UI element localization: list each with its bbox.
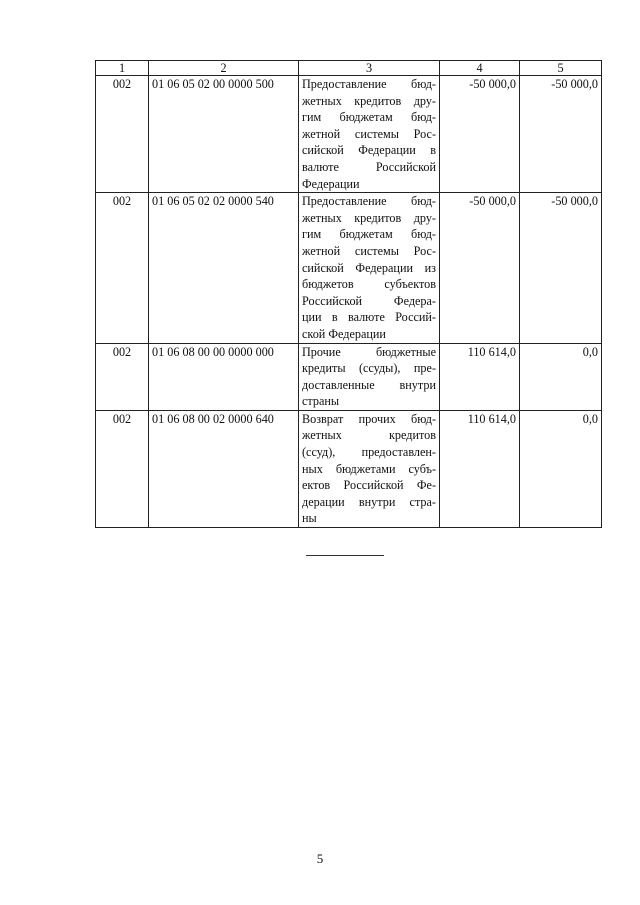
item-name-line: Возврат прочих бюд- — [302, 411, 436, 426]
item-name-cell — [299, 76, 440, 193]
amount-cell-4: 110 614,0 — [440, 410, 520, 527]
item-name-line: сийской Федерации в — [302, 143, 436, 158]
item-name-line: гим бюджетам бюд- — [302, 110, 436, 125]
amount-cell-5: -50 000,0 — [520, 76, 602, 193]
item-name-line: ской Федерации — [302, 326, 386, 341]
item-name-line: доставленные внутри — [302, 377, 436, 392]
item-name-line: жетных кредитов дру- — [302, 210, 436, 225]
item-name-line: Предоставление бюд- — [302, 77, 436, 91]
item-name-cell — [299, 410, 440, 527]
item-name-line: жетной системы Рос- — [302, 243, 436, 258]
item-name-line: Федерации — [302, 176, 360, 191]
column-header-2: 2 — [149, 61, 299, 76]
budget-sources-table — [95, 60, 602, 528]
table-row — [96, 343, 602, 410]
item-name-line: жетных кредитов — [302, 428, 436, 443]
item-name-line: ции в валюте Россий- — [302, 310, 436, 325]
item-name-line: бюджетов субъектов — [302, 277, 436, 292]
admin-code-cell: 002 — [96, 410, 149, 527]
item-name-line: ных бюджетами субъ- — [302, 461, 436, 476]
item-name-line: ектов Российской Фе- — [302, 478, 436, 493]
item-name-line: Российской Федера- — [302, 293, 436, 308]
item-name-line: Прочие бюджетные — [302, 344, 436, 359]
admin-code-cell: 002 — [96, 76, 149, 193]
column-header-3: 3 — [299, 61, 440, 76]
item-name-line: дерации внутри стра- — [302, 494, 436, 509]
amount-cell-4: -50 000,0 — [440, 193, 520, 343]
item-name-line: жетных кредитов дру- — [302, 93, 436, 108]
classification-code-cell: 01 06 08 00 02 0000 640 — [149, 410, 299, 527]
item-name-line: жетной системы Рос- — [302, 126, 436, 141]
amount-cell-5: 0,0 — [520, 343, 602, 410]
column-header-1: 1 — [96, 61, 149, 76]
classification-code-cell: 01 06 08 00 00 0000 000 — [149, 343, 299, 410]
table-header-row — [96, 61, 602, 76]
classification-code-cell: 01 06 05 02 02 0000 540 — [149, 193, 299, 343]
amount-cell-5: 0,0 — [520, 410, 602, 527]
amount-cell-4: -50 000,0 — [440, 76, 520, 193]
item-name-line: ны — [302, 511, 317, 526]
item-name-line: кредиты (ссуды), пре- — [302, 361, 436, 376]
classification-code-cell: 01 06 05 02 00 0000 500 — [149, 76, 299, 193]
item-name-cell — [299, 343, 440, 410]
admin-code-cell: 002 — [96, 343, 149, 410]
item-name-line: (ссуд), предоставлен- — [302, 445, 436, 460]
item-name-line: Предоставление бюд- — [302, 194, 436, 209]
amount-cell-4: 110 614,0 — [440, 343, 520, 410]
item-name-line: страны — [302, 394, 340, 409]
column-header-4: 4 — [440, 61, 520, 76]
table-row — [96, 410, 602, 527]
item-name-cell — [299, 193, 440, 343]
admin-code-cell: 002 — [96, 193, 149, 343]
table-row — [96, 193, 602, 343]
page-number: 5 — [316, 851, 324, 866]
item-name-line: валюте Российской — [302, 159, 436, 174]
end-of-document-rule — [306, 555, 384, 556]
table-row — [96, 76, 602, 193]
item-name-line: сийской Федерации из — [302, 260, 436, 275]
item-name-line: гим бюджетам бюд- — [302, 227, 436, 242]
column-header-5: 5 — [520, 61, 602, 76]
amount-cell-5: -50 000,0 — [520, 193, 602, 343]
